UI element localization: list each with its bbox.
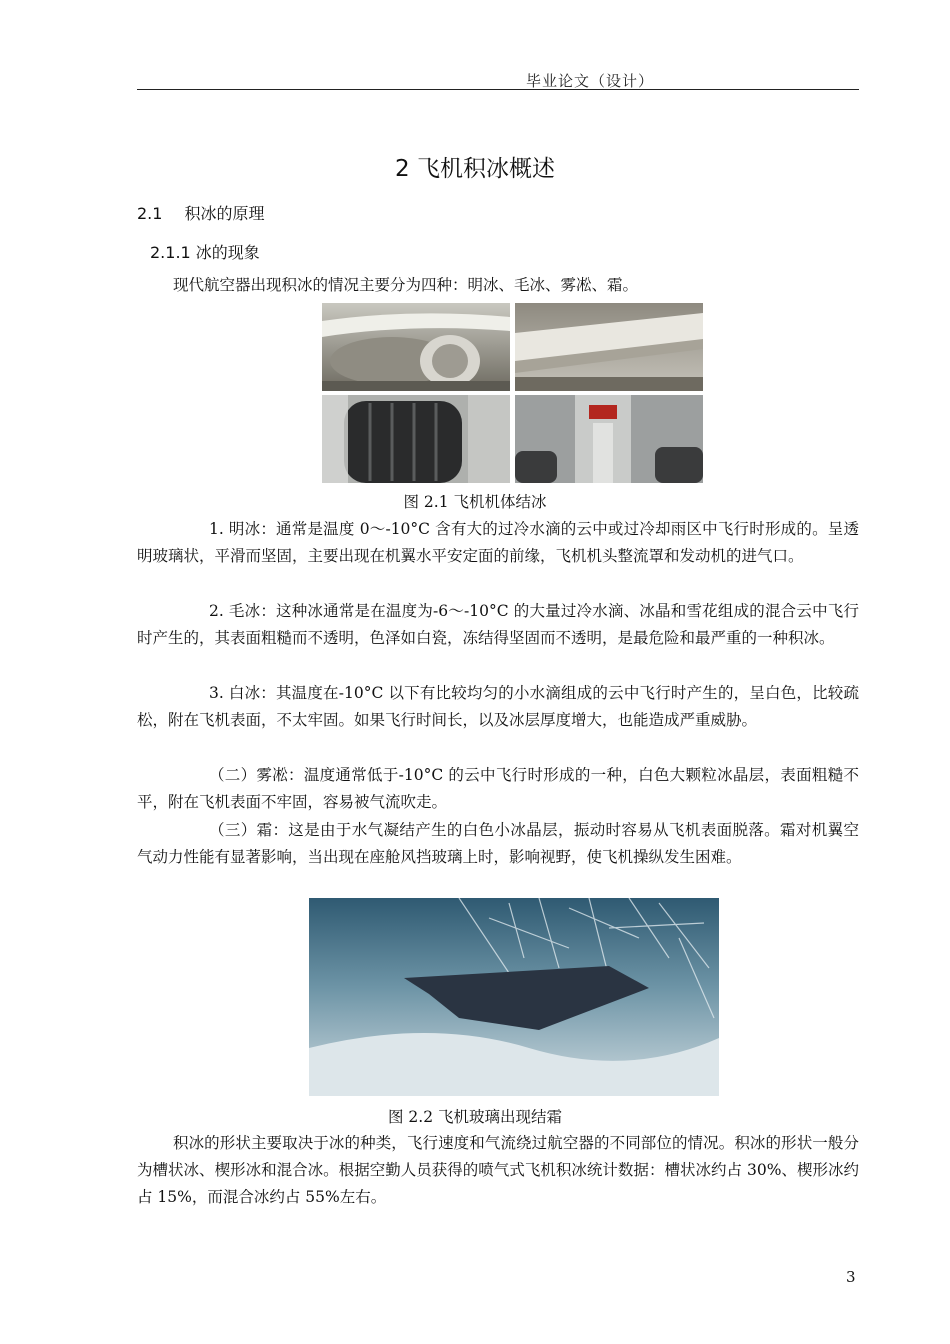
photo-frosted-window bbox=[309, 898, 719, 1096]
header-divider bbox=[137, 89, 859, 90]
rough-ice-paragraph: 2. 毛冰：这种冰通常是在温度为-6～-10°C 的大量过冷水滴、冰晶和雪花组成的混合云中飞行时产生的，其表面粗糙而不透明，色泽如白瓷，冻结得坚固而不透明，是最危险和最严重的一种积冰。 bbox=[137, 602, 859, 647]
chapter-title: 2 飞机积冰概述 bbox=[395, 156, 555, 182]
figure-1-caption: 图 2.1 飞机机体结冰 bbox=[403, 493, 547, 511]
section-number: 2.1 bbox=[137, 204, 163, 223]
section-title: 积冰的原理 bbox=[184, 204, 265, 223]
page-header: 毕业论文（设计） bbox=[526, 72, 655, 90]
photo-landing-gear-ice bbox=[515, 395, 703, 483]
ice-shapes-paragraph: 积冰的形状主要取决于冰的种类，飞行速度和气流绕过航空器的不同部位的情况。积冰的形状一般分为槽状冰、楔形冰和混合冰。根据空勤人员获得的喷气式飞机积冰统计数据：槽状冰约占 30%、楔形冰约占 15%，而混合冰约占 55%左右。 bbox=[137, 1134, 859, 1206]
frost-paragraph: （三）霜：这是由于水气凝结产生的白色小冰晶层，振动时容易从飞机表面脱落。霜对机翼空气动力性能有显著影响，当出现在座舱风挡玻璃上时，影响视野，使飞机操纵发生困难。 bbox=[137, 821, 859, 866]
photo-tire-ice bbox=[322, 395, 510, 483]
white-ice-paragraph: 3. 白冰：其温度在-10°C 以下有比较均匀的小水滴组成的云中飞行时产生的，呈白色，比较疏松，附在飞机表面，不太牢固。如果飞行时间长，以及冰层厚度增大，也能造成严重威胁。 bbox=[137, 684, 859, 729]
intro-paragraph: 现代航空器出现积冰的情况主要分为四种：明冰、毛冰、雾凇、霜。 bbox=[173, 276, 639, 294]
photo-wing-underside-ice bbox=[515, 303, 703, 391]
figure-2-caption: 图 2.2 飞机玻璃出现结霜 bbox=[387, 1108, 562, 1126]
page-number: 3 bbox=[846, 1268, 856, 1286]
rime-paragraph: （二）雾凇：温度通常低于-10°C 的云中飞行时形成的一种，白色大颗粒冰晶层，表面粗糙不平，附在飞机表面不牢固，容易被气流吹走。 bbox=[137, 766, 859, 811]
subsection-heading: 2.1.1 冰的现象 bbox=[150, 243, 260, 262]
clear-ice-paragraph: 1. 明冰：通常是温度 0～-10°C 含有大的过冷水滴的云中或过冷却雨区中飞行时形成的。呈透明玻璃状，平滑而坚固，主要出现在机翼水平安定面的前缘，飞机机头整流罩和发动机的进气口。 bbox=[137, 520, 859, 565]
section-heading bbox=[137, 201, 264, 224]
photo-wing-engine-ice bbox=[322, 303, 510, 391]
